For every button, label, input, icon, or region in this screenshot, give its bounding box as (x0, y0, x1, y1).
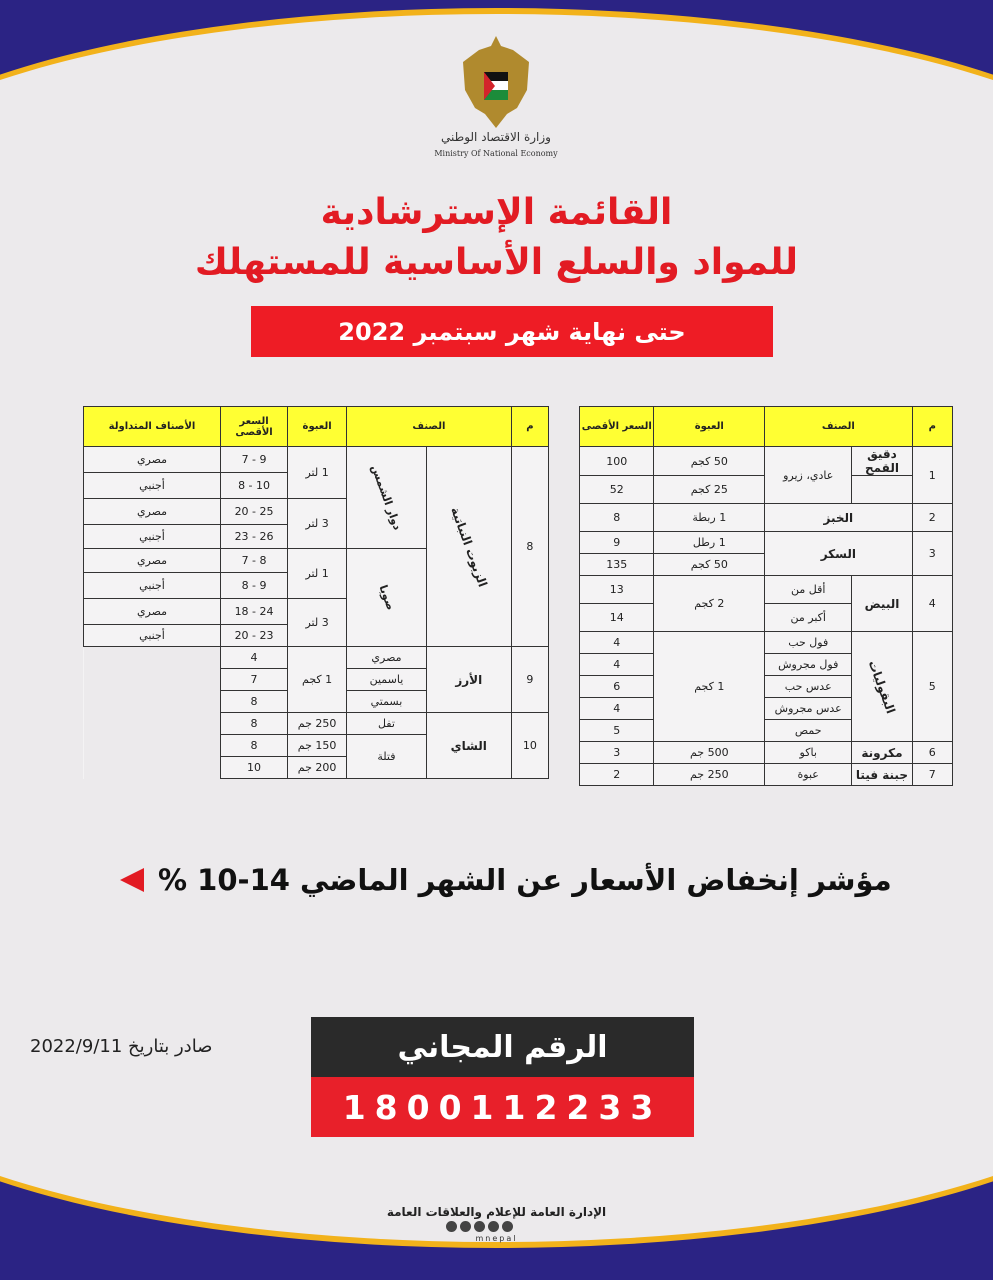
tea-type: فتلة (347, 735, 427, 779)
row-num: 10 (511, 713, 548, 779)
price: 10 - 8 (221, 473, 288, 499)
youtube-icon (488, 1221, 499, 1232)
price: 8 (580, 504, 654, 532)
item-name: الخبز (765, 504, 912, 532)
origin: مصري (84, 549, 221, 573)
price: 14 (580, 604, 654, 632)
price: 8 (221, 691, 288, 713)
row-num: 3 (912, 532, 952, 576)
indicator-text: مؤشر إنخفاض الأسعار عن الشهر الماضي 14-10 % (158, 863, 892, 897)
price: 7 (221, 669, 288, 691)
telegram-icon (502, 1221, 513, 1232)
title-line-1: القائمة الإسترشادية (320, 192, 673, 233)
tea-type: تفل (347, 713, 427, 735)
row-num: 6 (912, 742, 952, 764)
price: 100 (580, 447, 654, 476)
price: 26 - 23 (221, 525, 288, 549)
item-name: السكر (765, 532, 912, 576)
price: 52 (580, 476, 654, 504)
item-name: الأرز (426, 647, 511, 713)
header-item: الصنف (347, 407, 512, 447)
price: 135 (580, 554, 654, 576)
pack: 50 كجم (654, 554, 765, 576)
issued-date: صادر بتاريخ 2022/9/11 (30, 1036, 213, 1057)
pack: 1 ربطة (654, 504, 765, 532)
header-item: الصنف (765, 407, 912, 447)
right-price-table (579, 406, 953, 786)
item-name: الزيوت النباتية (426, 447, 511, 647)
price: 4 (580, 698, 654, 720)
price: 23 - 20 (221, 625, 288, 647)
pack: 3 لتر (288, 499, 347, 549)
header-pack: العبوة (654, 407, 765, 447)
price: 25 - 20 (221, 499, 288, 525)
header-pack: العبوة (288, 407, 347, 447)
row-num: 5 (912, 632, 952, 742)
twitter-icon (460, 1221, 471, 1232)
instagram-icon (474, 1221, 485, 1232)
pack: 3 لتر (288, 599, 347, 647)
header-origin: الأصناف المتداولة (84, 407, 221, 447)
price: 8 (221, 713, 288, 735)
header-price: السعر الأقصى (221, 407, 288, 447)
price: 8 - 7 (221, 549, 288, 573)
row-num: 8 (511, 447, 548, 647)
item-name: جبنة فيتا (852, 764, 912, 786)
row-num: 4 (912, 576, 952, 632)
price: 13 (580, 576, 654, 604)
pack: 1 كجم (654, 632, 765, 742)
title-line-2: للمواد والسلع الأساسية للمستهلك (194, 242, 799, 283)
price: 4 (221, 647, 288, 669)
pack: 200 جم (288, 757, 347, 779)
price-indicator (120, 858, 920, 902)
price: 10 (221, 757, 288, 779)
footer-department: الإدارة العامة للإعلام والعلاقات العامة (386, 1205, 607, 1219)
item-name: دقيق القمح (852, 447, 912, 476)
pack: 1 رطل (654, 532, 765, 554)
ministry-logo (434, 32, 558, 164)
item-name: مكرونة (852, 742, 912, 764)
ministry-arabic-name: وزارة الاقتصاد الوطني (441, 130, 551, 144)
item-type: عادي، زيرو (765, 447, 852, 504)
subtitle-text: حتى نهاية شهر سبتمبر 2022 (338, 317, 686, 346)
item-type: باكو (765, 742, 852, 764)
origin: أجنبي (84, 525, 221, 549)
social-icons (446, 1221, 513, 1232)
item-name: البيض (852, 576, 912, 632)
hotline-number: 1800112233 (311, 1077, 694, 1137)
price: 8 (221, 735, 288, 757)
legume-name: فول حب (765, 632, 852, 654)
header-num: م (912, 407, 952, 447)
ministry-english-name: Ministry Of National Economy (434, 149, 558, 158)
rice-type: مصري (347, 647, 427, 669)
row-num: 1 (912, 447, 952, 504)
header-num: م (511, 407, 548, 447)
egg-size: أكبر من (765, 604, 852, 632)
price: 3 (580, 742, 654, 764)
oil-type: صويا (347, 549, 427, 647)
pack: 500 جم (654, 742, 765, 764)
pack: 25 كجم (654, 476, 765, 504)
legume-name: عدس مجروش (765, 698, 852, 720)
pack: 150 جم (288, 735, 347, 757)
item-name: البقوليات (852, 632, 912, 742)
oil-type: دوار الشمس (347, 447, 427, 549)
pack: 1 لتر (288, 549, 347, 599)
price: 9 - 7 (221, 447, 288, 473)
left-price-table (83, 406, 549, 779)
origin: مصري (84, 447, 221, 473)
origin: أجنبي (84, 473, 221, 499)
price: 4 (580, 654, 654, 676)
item-type: عبوة (765, 764, 852, 786)
subtitle-bar (251, 306, 773, 357)
footer-handle: mnepal (475, 1234, 518, 1243)
row-num: 2 (912, 504, 952, 532)
eagle-emblem-icon (455, 32, 537, 132)
row-num: 7 (912, 764, 952, 786)
rice-type: بسمتي (347, 691, 427, 713)
facebook-icon (446, 1221, 457, 1232)
rice-type: ياسمين (347, 669, 427, 691)
price: 5 (580, 720, 654, 742)
origin: مصري (84, 599, 221, 625)
legume-name: فول مجروش (765, 654, 852, 676)
origin: أجنبي (84, 625, 221, 647)
header-price: السعر الأقصى (580, 407, 654, 447)
pack: 2 كجم (654, 576, 765, 632)
pack: 250 جم (288, 713, 347, 735)
pack: 1 لتر (288, 447, 347, 499)
origin: أجنبي (84, 573, 221, 599)
egg-size: أقل من (765, 576, 852, 604)
legume-name: عدس حب (765, 676, 852, 698)
pack: 1 كجم (288, 647, 347, 713)
price: 6 (580, 676, 654, 698)
pack: 250 جم (654, 764, 765, 786)
triangle-pointer-icon (120, 868, 144, 892)
pack: 50 كجم (654, 447, 765, 476)
origin: مصري (84, 499, 221, 525)
price: 9 - 8 (221, 573, 288, 599)
price: 2 (580, 764, 654, 786)
row-num: 9 (511, 647, 548, 713)
hotline-label: الرقم المجاني (311, 1017, 694, 1077)
item-name: الشاي (426, 713, 511, 779)
price: 24 - 18 (221, 599, 288, 625)
price: 4 (580, 632, 654, 654)
legume-name: حمص (765, 720, 852, 742)
price: 9 (580, 532, 654, 554)
